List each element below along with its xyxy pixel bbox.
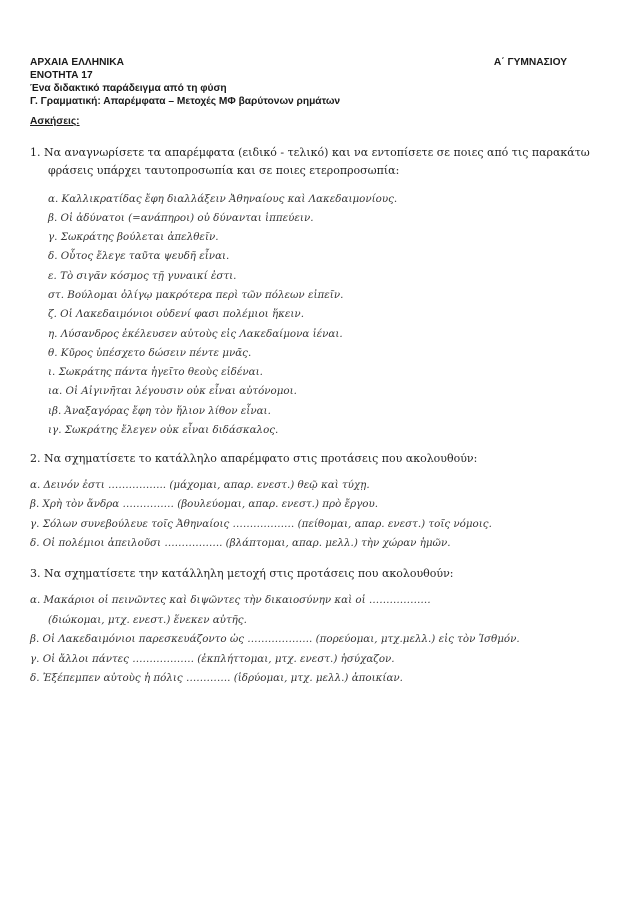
q1-item: ζ. Οἱ Λακεδαιμόνιοι οὐδενί φασι πολέμιοι ἥκειν. [48, 308, 304, 320]
q1-item: θ. Κῦρος ὑπέσχετο δώσειν πέντε μνᾶς. [48, 347, 252, 359]
q3-item: α. Μακάριοι οἱ πεινῶντες καὶ διψῶντες τὴν δικαιοσύνην καὶ οἱ ……………… [30, 594, 431, 606]
q1-item: β. Οἱ ἀδύνατοι (=ανάπηροι) οὐ δύνανται ἱππεύειν. [48, 212, 314, 224]
q1-number: 1. [30, 146, 41, 159]
q1-item: α. Καλλικρατίδας ἔφη διαλλάξειν Ἀθηναίους καὶ Λακεδαιμονίους. [48, 193, 398, 205]
unit-subtitle: Ένα διδακτικό παράδειγμα από τη φύση [30, 83, 227, 94]
q1-instruction-line2: φράσεις υπάρχει ταυτοπροσωπία και σε ποιες ετεροπροσωπία: [48, 164, 400, 177]
exercises-heading: Ασκήσεις: [30, 116, 80, 127]
q1-item: δ. Οὗτος ἔλεγε ταῦτα ψευδῆ εἶναι. [48, 250, 230, 262]
q3-instruction: 3. Να σχηματίσετε την κατάλληλη μετοχή στις προτάσεις που ακολουθούν: [30, 567, 454, 580]
q1-item: στ. Βούλομαι ὀλίγῳ μακρότερα περὶ τῶν πόλεων εἰπεῖν. [48, 289, 344, 301]
q2-item: α. Δεινόν ἐστι …………….. (μάχομαι, απαρ. ενεστ.) θεῷ καὶ τύχῃ. [30, 479, 370, 491]
q1-instruction-line1 [30, 146, 590, 159]
q3-item: γ. Οἱ ἄλλοι πάντες ……………… (ἐκπλήττομαι, μτχ. ενεστ.) ἡσύχαζον. [30, 653, 395, 665]
q3-item-continuation: (διώκομαι, μτχ. ενεστ.) ἕνεκεν αὐτῆς. [48, 614, 247, 626]
q1-item: ιβ. Ἀναξαγόρας ἔφη τὸν ἥλιον λίθον εἶναι. [48, 405, 271, 417]
q3-item: β. Οἱ Λακεδαιμόνιοι παρεσκευάζοντο ὡς ………………. (πορεύομαι, μτχ.μελλ.) εἰς τὸν Ἰσθμόν. [30, 633, 520, 645]
q1-text-line1: Να αναγνωρίσετε τα απαρέμφατα (ειδικό - τελικό) και να εντοπίσετε σε ποιες από τις παρακάτω [44, 146, 590, 159]
unit-title: ΕΝΟΤΗΤΑ 17 [30, 70, 93, 81]
q1-item: η. Λύσανδρος ἐκέλευσεν αὐτοὺς εἰς Λακεδαίμονα ἰέναι. [48, 328, 343, 340]
q2-item: δ. Οἱ πολέμιοι ἀπειλοῦσι …………….. (βλάπτομαι, απαρ. μελλ.) τὴν χώραν ἡμῶν. [30, 537, 451, 549]
q2-item: β. Χρὴ τὸν ἄνδρα …………… (βουλεύομαι, απαρ. ενεστ.) πρὸ ἔργου. [30, 498, 379, 510]
q1-item: ε. Τὸ σιγᾶν κόσμος τῇ γυναικί ἐστι. [48, 270, 237, 282]
grammar-heading: Γ. Γραμματική: Απαρέμφατα – Μετοχές ΜΦ βαρύτονων ρημάτων [30, 96, 341, 107]
subject-title: ΑΡΧΑΙΑ ΕΛΛΗΝΙΚΑ [30, 57, 124, 68]
grade-label: Α΄ ΓΥΜΝΑΣΙΟΥ [493, 57, 567, 68]
q2-instruction: 2. Να σχηματίσετε το κατάλληλο απαρέμφατο στις προτάσεις που ακολουθούν: [30, 452, 478, 465]
q1-item: ιγ. Σωκράτης ἔλεγεν οὐκ εἶναι διδάσκαλος. [48, 424, 279, 436]
q1-item: ι. Σωκράτης πάντα ἡγεῖτο θεοὺς εἰδέναι. [48, 366, 263, 378]
q1-item: γ. Σωκράτης βούλεται ἀπελθεῖν. [48, 231, 219, 243]
q3-item: δ. Ἐξέπεμπεν αὐτοὺς ἡ πόλις …………. (ἱδρύομαι, μτχ. μελλ.) ἀποικίαν. [30, 672, 403, 684]
q1-item: ια. Οἱ Αἰγινῆται λέγουσιν οὐκ εἶναι αὐτόνομοι. [48, 385, 297, 397]
q2-item: γ. Σόλων συνεβούλευε τοῖς Ἀθηναίοις ……………… (πείθομαι, απαρ. ενεστ.) τοῖς νόμοις. [30, 518, 492, 530]
